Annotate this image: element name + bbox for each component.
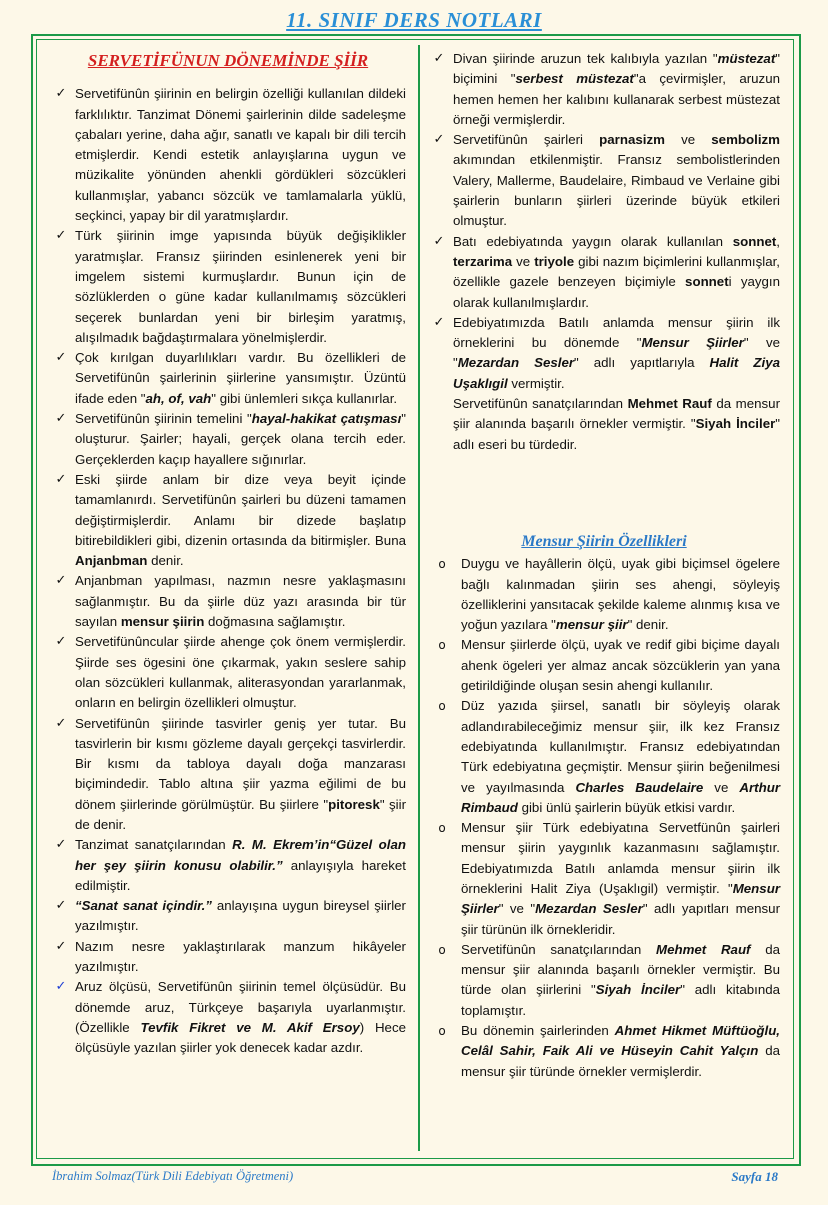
checkmark-icon: ✓ (55, 86, 67, 102)
text-run: Düz yazıda şiirsel, sanatlı bir söyleyiş olarak adlandırabileceğimiz mensur şiir, ilk kez Fransız edebiyatında kullanılmıştır. Fransız edebiyatından Türk edebiyatına geçmiştir. Mensur şiirin beğenilmesi ve yayılmasında (461, 698, 780, 795)
left-column (50, 51, 406, 1059)
text-run: ve (512, 253, 535, 269)
emphasis-text: “Sanat sanat içindir.” (75, 898, 212, 914)
emphasis-text: Charles Baudelaire (575, 779, 704, 795)
circle-bullet-icon: o (438, 557, 446, 572)
text-run: doğmasına sağlamıştır. (204, 614, 346, 630)
text-run: , (776, 233, 780, 249)
text-run: Çok kırılgan duyarlılıkları vardır. Bu özellikleri de Servetifünûn şairlerinin şiirlerine yansımıştır. Üzüntü ifade eden " (75, 350, 406, 406)
section-title: SERVETİFÜNUN DÖNEMİNDE ŞİİR (87, 51, 369, 70)
emphasis-text: R. M. Ekrem’in“Güzel olan her şey şiirin konusu olabilir.” (75, 837, 406, 873)
text-run: Divan şiirinde aruzun tek kalıbıyla yazılan " (453, 51, 718, 66)
checkmark-icon: ✓ (55, 938, 67, 954)
right-column (428, 49, 780, 1082)
text-run: ) Hece ölçüsüyle yazılan şiirler yok denecek kadar azdır. (75, 1019, 406, 1056)
text-run: Servetifünûncular şiirde ahenge çok önem vermişlerdir. Şiirde ses ögesini öne çıkarmak, yakın seslere sahip olan sözcükleri kullanmak, aliterasyondan yararlanmak, onların en belirgin özellikleri olmuştur. (75, 634, 406, 711)
emphasis-text: Mezardan Sesler (535, 901, 643, 917)
text-run: Mensur şiir Türk edebiyatına Servetfünûn şairleri mensur şiirin yaygınlık kazanmasını sağlamıştır. Edebiyatımızda Batılı anlamda mensur şiirin ilk örneklerini Halit Ziya (Uşaklıgil) vermiştir. " (461, 820, 780, 896)
emphasis-text: Arthur Rimbaud (461, 779, 780, 815)
emphasis-text: serbest müstezat (515, 71, 634, 87)
emphasis-text: terzarima (453, 253, 513, 269)
list-item (50, 226, 406, 348)
checkmark-icon: ✓ (55, 837, 67, 853)
emphasis-text: pitoresk (328, 796, 380, 812)
emphasis-text: sonnet (685, 274, 729, 290)
emphasis-text: sonnet (732, 233, 777, 249)
text-run: Servetifünûn şiirinde tasvirler geniş yer tutar. Bu tasvirlerin bir kısmı gözleme dayalı gerçekçi tasvirlerdir. Bir kısmı da tabloya dayalı doğa manzarası biçimindedir. Tablo altına şiir yazma eğilimi de bu dönem şiirlerinde görülmüştür. Bu şiirlere " (75, 715, 406, 812)
list-item (428, 696, 780, 818)
text-run: Servetifünûn şiirinin en belirgin özelliği kullanılan dildeki farklılıktır. Tanzimat Dönemi şairlerinin dilde sadeleşme çabaları yerine, daha ağır, sanatlı ve kapalı bir dili tercih etmişlerdir. Kendi estetik anlayışlarına uygun ve müzikalite yönünden ahenkli gördükleri sözcükleri kullanmışlar, yabancı sözcük ve tamlamalarla yüklü, seçkinci, yapay bir dil yaratmışlardır. (75, 86, 406, 224)
text-run: " denir. (627, 617, 669, 633)
text-run: Duygu ve hayâllerin ölçü, uyak gibi biçimsel ögelere bağlı kalınmadan şiirin ses ahengi, söyleyiş özelliklerini yansıtacak şekilde kaleme alınmış kısa ve yoğun yazılara " (461, 556, 780, 633)
footer-page-number: Sayfa 18 (731, 1169, 778, 1184)
list-item (428, 1021, 780, 1082)
servetifunun-features-list-continued (428, 49, 780, 394)
list-item (50, 470, 406, 571)
emphasis-text: mensur şiirin (120, 614, 205, 630)
text-run: gibi nazım biçimlerini kullanmışlar, özellikle gazele benzeyen biçimiyle (453, 253, 780, 290)
list-item (428, 554, 780, 635)
list-item (50, 835, 406, 896)
emphasis-text: Halit Ziya Uşaklıgil (453, 355, 780, 391)
text-run: " adlı yapıtlarıyla (574, 355, 710, 371)
circle-bullet-icon: o (438, 699, 446, 714)
emphasis-text: Mensur Şiirler (641, 335, 744, 351)
emphasis-text: Tevfik Fikret ve M. Akif Ersoy (140, 1019, 360, 1035)
list-item (428, 940, 780, 1021)
emphasis-text: parnasizm (599, 132, 665, 148)
text-run: Servetifünûn sanatçılarından (453, 396, 628, 412)
list-item (50, 937, 406, 978)
list-item (428, 130, 780, 231)
emphasis-text: mensur şiir (555, 617, 628, 633)
text-run: i yaygın olarak kullanılmışlardır. (453, 274, 780, 310)
list-item (428, 232, 780, 313)
list-item (50, 348, 406, 409)
emphasis-text: sembolizm (711, 132, 780, 148)
list-item (50, 714, 406, 836)
checkmark-icon: ✓ (433, 314, 445, 330)
page-header-title: 11. SINIF DERS NOTLARI (286, 8, 542, 32)
checkmark-icon: ✓ (55, 634, 67, 650)
text-run: Batı edebiyatında yaygın olarak kullanılan (453, 233, 733, 249)
servetifunun-features-list (50, 84, 406, 1058)
checkmark-icon: ✓ (55, 979, 67, 995)
checkmark-icon: ✓ (55, 573, 67, 589)
text-run: Eski şiirde anlam bir dize veya beyit içinde tamamlanırdı. Servetifünûn şairleri bu düzeni tamamen değiştirmişlerdir. Anlamı bir dizede başlatıp bitirebildikleri gibi, dizenin ortasında da bitirmişler. Buna (75, 471, 406, 548)
checkmark-icon: ✓ (433, 132, 445, 148)
checkmark-icon: ✓ (433, 233, 445, 249)
emphasis-text: ah, of, vah (145, 390, 212, 406)
list-item (428, 49, 780, 130)
list-item (428, 313, 780, 394)
list-item (50, 896, 406, 937)
text-run: anlayışına uygun bireysel şiirler yazılmıştır. (75, 898, 406, 934)
text-run: Anjanbman yapılması, nazmın nesre yaklaşmasını sağlanmıştır. Bu da şiirle düz yazı arasında bir tür sayılan (75, 573, 406, 630)
text-run: Servetifünûn şiirinin temelini " (75, 411, 252, 427)
emphasis-text: Siyah İnciler (595, 982, 681, 998)
text-run: Türk şiirinin imge yapısında büyük değişiklikler yaratmışlar. Fransız şiirinden esinlenerek yeni bir imgelem sistemi kurmuşlardır. Bunun için de sözlüklerden o güne kadar kullanılmamış sözcükleri seçerek bunlardan yeni bir birleşim yaratmış, alışılmadık bağdaştırmalara yönelmişlerdir. (75, 228, 406, 345)
text-run: " adlı yapıtları mensur şiir türünün ilk örnekleridir. (461, 901, 780, 937)
checkmark-icon: ✓ (433, 51, 445, 66)
mehmet-rauf-paragraph (428, 394, 780, 455)
text-run: akımından etkilenmiştir. Fransız sembolistlerinden Valery, Mallerme, Baudelaire, Rimbaud ve Verlaine gibi şairlerin bunların şiirleri üzerinde büyük etkileri olmuştur. (453, 152, 780, 229)
text-run: Servetifünûn şairleri (453, 132, 600, 148)
text-run: Nazım nesre yaklaştırılarak manzum hikâyeler yazılmıştır. (75, 938, 406, 975)
text-run: vermiştir. (507, 375, 565, 391)
text-run: da mensur şiir alanında başarılı örnekler vermiştir. " (453, 396, 780, 432)
column-divider (418, 45, 420, 1151)
text-run: Edebiyatımızda Batılı anlamda mensur şiirin ilk örneklerini bu dönemde " (453, 314, 780, 351)
text-run: Aruz ölçüsü, Servetifünûn şiirinin temel ölçüsüdür. Bu dönemde aruz, Türkçeye başarıyla uyarlanmıştır.(Özellikle (75, 979, 406, 1035)
text-run: Bu dönemin şairlerinden (461, 1023, 615, 1039)
text-run: da mensur şiir alanında başarılı örnekler vermiştir. Bu türde olan şiirlerini " (461, 941, 780, 998)
emphasis-text: Siyah İnciler (695, 416, 776, 432)
list-item (50, 632, 406, 713)
checkmark-icon: ✓ (55, 471, 67, 487)
emphasis-text: Anjanbman (75, 553, 148, 569)
checkmark-icon: ✓ (55, 898, 67, 914)
footer-author: İbrahim Solmaz(Türk Dili Edebiyatı Öğretmeni) (52, 1169, 294, 1183)
text-run: " şiir de denir. (75, 796, 406, 832)
text-run: " gibi ünlemleri sıkça kullanırlar. (211, 390, 398, 406)
text-run: " adlı eseri bu türdedir. (453, 416, 780, 452)
checkmark-icon: ✓ (55, 350, 67, 366)
text-run: " biçimini " (453, 51, 780, 87)
emphasis-text: müstezat (717, 51, 776, 66)
text-run: da mensur şiir türünde örnekler vermişlerdir. (461, 1043, 780, 1079)
emphasis-text: Mehmet Rauf (656, 941, 751, 957)
emphasis-text: Ahmet Hikmet Müftüoğlu, Celâl Sahir, Faik Ali ve Hüseyin Cahit Yalçın (461, 1023, 781, 1059)
list-item (50, 84, 406, 226)
text-run: gibi ünlü şairlerin büyük etkisi vardır. (517, 799, 736, 815)
checkmark-icon: ✓ (55, 715, 67, 731)
emphasis-text: Mensur Şiirler (461, 880, 780, 917)
text-run: " oluşturur. Şairler; hayali, gerçek olana tercih eder. Gerçeklerden kaçıp hayallere sığınırlar. (75, 411, 406, 467)
checkmark-icon: ✓ (55, 228, 67, 244)
list-item (50, 571, 406, 632)
text-run: ve (703, 779, 740, 795)
emphasis-text: triyole (534, 253, 575, 269)
checkmark-icon: ✓ (55, 411, 67, 427)
circle-bullet-icon: o (438, 638, 446, 653)
text-run: anlayışıyla hareket edilmiştir. (75, 857, 406, 893)
mensur-siir-properties-list (428, 554, 780, 1082)
circle-bullet-icon: o (438, 821, 446, 836)
list-item (50, 977, 406, 1058)
text-run: Servetifünûn sanatçılarından (461, 941, 656, 957)
text-run: " ve " (498, 901, 536, 917)
emphasis-text: hayal-hakikat çatışması (251, 411, 402, 427)
circle-bullet-icon: o (438, 1024, 446, 1039)
emphasis-text: Mezardan Sesler (457, 355, 575, 371)
list-item (428, 818, 780, 940)
list-item (428, 635, 780, 696)
text-run: "a çevirmişler, aruzun hemen hemen her kalıbını kullanarak serbest müstezat örneği vermişlerdir. (453, 71, 780, 127)
emphasis-text: Mehmet Rauf (627, 396, 712, 412)
text-run: denir. (147, 553, 184, 569)
mensur-siir-subtitle: Mensur Şiirin Özellikleri (521, 532, 687, 550)
circle-bullet-icon: o (438, 942, 446, 957)
text-run: ve (664, 132, 712, 148)
list-item (50, 409, 406, 470)
text-run: Tanzimat sanatçılarından (75, 837, 233, 853)
text-run: " ve " (453, 335, 780, 371)
text-run: Mensur şiirlerde ölçü, uyak ve redif gibi biçime dayalı ahenk ögeleri yer almaz ancak sözcüklerin yan yana getirildiğinde oluşan sesin ahengi kullanılır. (461, 637, 780, 694)
text-run: " adlı kitabında toplamıştır. (461, 982, 781, 1018)
